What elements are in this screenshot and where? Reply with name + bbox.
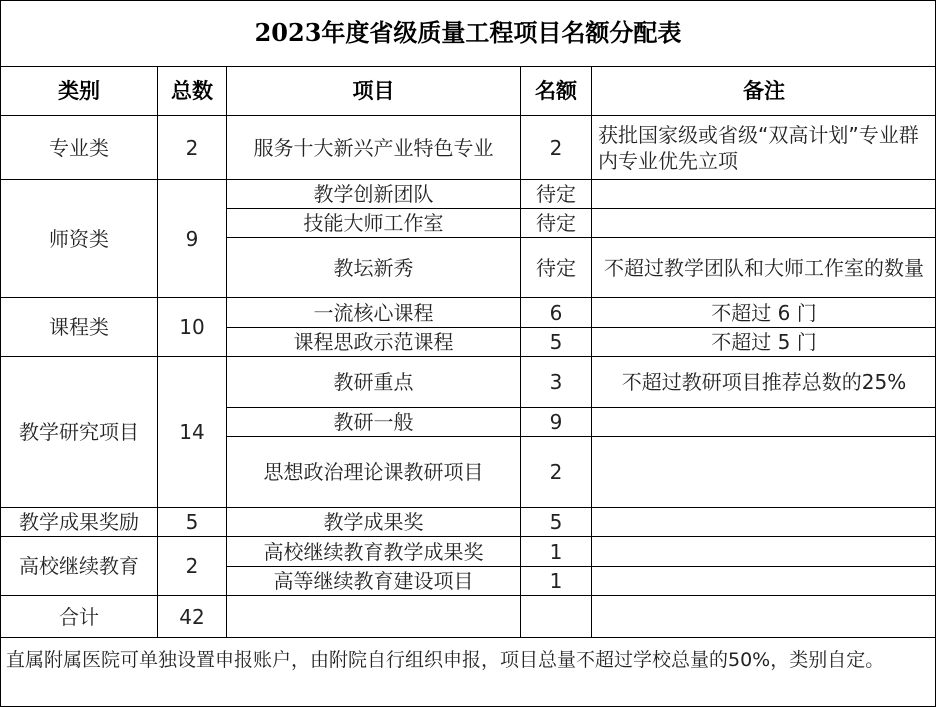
quota-cell: 5 — [521, 508, 592, 537]
table-row — [1, 357, 936, 408]
header-total: 总数 — [158, 67, 227, 116]
quota-cell: 待定 — [521, 180, 592, 209]
total-cell: 2 — [158, 116, 227, 180]
quota-cell — [521, 596, 592, 638]
note-cell: 不超过 5 门 — [592, 328, 936, 357]
note-cell — [592, 180, 936, 209]
note-cell: 不超过 6 门 — [592, 298, 936, 328]
project-cell: 技能大师工作室 — [227, 209, 521, 238]
project-cell: 教研一般 — [227, 408, 521, 437]
project-cell: 教坛新秀 — [227, 238, 521, 298]
total-cell: 14 — [158, 357, 227, 508]
note-cell — [592, 209, 936, 238]
table-row — [1, 116, 936, 180]
quota-cell: 6 — [521, 298, 592, 328]
table-row — [1, 180, 936, 209]
note-cell — [592, 408, 936, 437]
table-row — [1, 508, 936, 537]
total-label-cell: 合计 — [1, 596, 158, 638]
total-cell: 9 — [158, 180, 227, 298]
note-cell — [592, 567, 936, 596]
project-cell: 高校继续教育教学成果奖 — [227, 537, 521, 567]
page-title: 2023年度省级质量工程项目名额分配表 — [254, 18, 682, 47]
project-cell: 教学创新团队 — [227, 180, 521, 209]
total-cell: 5 — [158, 508, 227, 537]
table-row — [1, 298, 936, 328]
total-row — [1, 596, 936, 638]
quota-cell: 1 — [521, 537, 592, 567]
category-cell: 师资类 — [1, 180, 158, 298]
category-cell: 课程类 — [1, 298, 158, 357]
project-cell: 课程思政示范课程 — [227, 328, 521, 357]
header-quota: 名额 — [521, 67, 592, 116]
quota-cell: 2 — [521, 437, 592, 508]
project-cell: 服务十大新兴产业特色专业 — [227, 116, 521, 180]
quota-cell: 3 — [521, 357, 592, 408]
header-project: 项目 — [227, 67, 521, 116]
header-row — [1, 67, 936, 116]
footnote: 直属附属医院可单独设置申报账户，由附院自行组织申报，项目总量不超过学校总量的50%，类别自定。 — [6, 649, 885, 671]
project-cell: 一流核心课程 — [227, 298, 521, 328]
project-cell: 教学成果奖 — [227, 508, 521, 537]
quota-cell: 2 — [521, 116, 592, 180]
note-cell: 获批国家级或省级“双高计划”专业群内专业优先立项 — [592, 116, 936, 180]
project-cell: 教研重点 — [227, 357, 521, 408]
category-cell: 专业类 — [1, 116, 158, 180]
note-cell — [592, 508, 936, 537]
quota-cell: 5 — [521, 328, 592, 357]
note-cell: 不超过教学团队和大师工作室的数量 — [592, 238, 936, 298]
note-cell — [592, 437, 936, 508]
project-cell: 思想政治理论课教研项目 — [227, 437, 521, 508]
project-cell: 高等继续教育建设项目 — [227, 567, 521, 596]
quota-cell: 待定 — [521, 238, 592, 298]
note-cell — [592, 537, 936, 567]
grand-total-cell: 42 — [158, 596, 227, 638]
category-cell: 教学成果奖励 — [1, 508, 158, 537]
total-cell: 2 — [158, 537, 227, 596]
total-cell: 10 — [158, 298, 227, 357]
category-cell: 高校继续教育 — [1, 537, 158, 596]
note-cell: 不超过教研项目推荐总数的25% — [592, 357, 936, 408]
category-cell: 教学研究项目 — [1, 357, 158, 508]
header-category: 类别 — [1, 67, 158, 116]
quota-cell: 1 — [521, 567, 592, 596]
quota-cell: 9 — [521, 408, 592, 437]
quota-table — [0, 66, 936, 638]
table-row — [1, 537, 936, 567]
header-note: 备注 — [592, 67, 936, 116]
note-cell — [592, 596, 936, 638]
project-cell — [227, 596, 521, 638]
quota-cell: 待定 — [521, 209, 592, 238]
